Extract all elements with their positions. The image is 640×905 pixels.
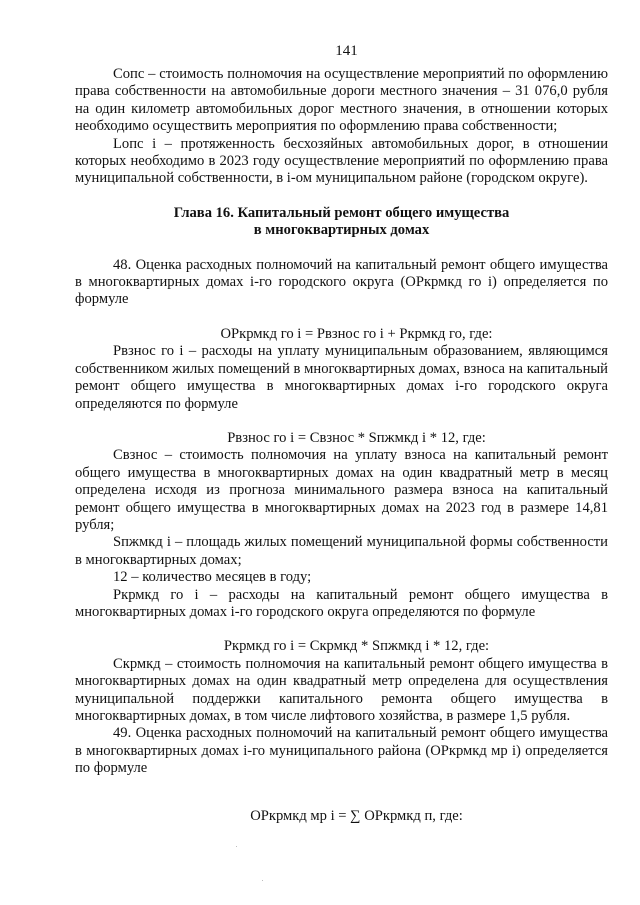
document-page — [75, 42, 608, 825]
formula-orkrmkd-mr: ОРкрмкд мр i = ∑ ОРкрмкд п, где: — [250, 807, 463, 824]
formula-rkrmkd-go: Ркрмкд го i = Скрмкд * Sпжмкд i * 12, где: — [223, 638, 490, 655]
chapter-heading — [75, 205, 608, 240]
page-number: 141 — [335, 43, 358, 59]
chapter-heading-line1: Глава 16. Капитальный ремонт общего имущества — [173, 204, 510, 221]
chapter-heading-line2: в многоквартирных домах — [253, 222, 430, 239]
formula-rvznos-go: Рвзнос го i = Свзнос * Sпжмкд i * 12, где: — [227, 429, 486, 446]
scan-speck — [262, 880, 263, 881]
paragraph-item-49: 49. Оценка расходных полномочий на капитальный ремонт общего имущества в многоквартирных домах i-го муниципального района (ОРкрмкд мр i) определяется по формуле — [75, 725, 608, 777]
paragraph-svznos-definition: Свзнос – стоимость полномочия на уплату взноса на капитальный ремонт общего имущества в многоквартирных домах на один квадратный метр в месяц определена исходя из прогноза минимального размера взноса на капитальный ремонт общего имущества в многоквартирных домах на 2023 год в размере 14,81 рубля; — [75, 447, 608, 533]
paragraph-item-48: 48. Оценка расходных полномочий на капитальный ремонт общего имущества в многоквартирных домах i-го городского округа (ОРкрмкд го i) определяется по формуле — [75, 256, 608, 308]
paragraph-rvznos-definition: Рвзнос го i – расходы на уплату муниципальным образованием, являющимся собственником жилых помещений в многоквартирных домах, взноса на капитальный ремонт общего имущества в многоквартирных домах i-го городского округа определяются по формуле — [75, 343, 608, 412]
scan-speck — [236, 846, 237, 847]
paragraph-sops-definition: Сопс – стоимость полномочия на осуществление мероприятий по оформлению права собственности на автомобильные дороги местного значения – 31 076,0 рубля на один километр автомобильных дорог местного значения, в отношении которых необходимо осуществить мероприятия по оформлению права собственности; — [75, 66, 608, 135]
formula-orkrmkd-go: ОРкрмкд го i = Рвзнос го i + Ркрмкд го, где: — [220, 325, 493, 342]
paragraph-spzhmkd-definition: Sпжмкд i – площадь жилых помещений муниципальной формы собственности в многоквартирных домах; — [75, 534, 608, 568]
paragraph-skrmkd-definition: Скрмкд – стоимость полномочия на капитальный ремонт общего имущества в многоквартирных домах на один квадратный метр определена для осуществления муниципальной поддержки капитального ремонта общего имущества в многоквартирных домах, в том числе лифтового хозяйства, в размере 1,5 рубля. — [75, 655, 608, 724]
paragraph-rkrmkd-definition: Ркрмкд го i – расходы на капитальный ремонт общего имущества в многоквартирных домах i-го городского округа определяются по формуле — [75, 586, 608, 620]
paragraph-lops-definition: Lопс i – протяженность бесхозяйных автомобильных дорог, в отношении которых необходимо в 2023 году осуществление мероприятий по оформлению права муниципальной собственности, в i-ом муниципальном районе (городском округе). — [75, 135, 608, 187]
paragraph-months-definition: 12 – количество месяцев в году; — [113, 569, 312, 586]
